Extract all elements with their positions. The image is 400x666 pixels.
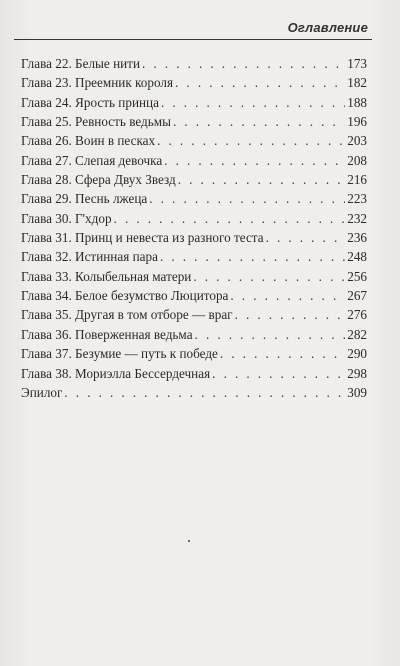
toc-entry: [21, 93, 367, 112]
toc-entry-page-number: 216: [347, 172, 367, 188]
toc-entry-page-number: 290: [347, 346, 367, 362]
toc-entry-page-number: 208: [347, 152, 367, 168]
table-of-contents: [21, 54, 367, 402]
toc-entry-title: Глава 37. Безумие — путь к победе: [21, 346, 218, 362]
toc-dot-leader: [193, 267, 345, 286]
toc-entry-title: Глава 30. Г'хдор: [21, 210, 112, 226]
toc-entry-page-number: 203: [347, 133, 367, 149]
toc-entry: [21, 54, 367, 73]
toc-dot-leader: [220, 344, 345, 363]
toc-entry-title: Глава 24. Ярость принца: [21, 94, 159, 110]
toc-entry-title: Глава 32. Истинная пара: [21, 249, 158, 265]
toc-entry: [21, 305, 367, 324]
toc-entry-page-number: 236: [347, 230, 367, 246]
toc-entry-title: Эпилог: [21, 384, 63, 400]
toc-entry: [21, 286, 367, 305]
toc-entry: [21, 344, 367, 363]
toc-dot-leader: [235, 305, 345, 324]
toc-dot-leader: [266, 228, 345, 247]
toc-entry: [21, 151, 367, 170]
toc-dot-leader: [149, 189, 345, 208]
toc-entry: [21, 112, 367, 131]
toc-dot-leader: [230, 286, 345, 305]
toc-entry: [21, 170, 367, 189]
toc-entry-title: Глава 34. Белое безумство Люцитора: [21, 288, 229, 304]
toc-entry: [21, 267, 367, 286]
toc-entry: [21, 209, 367, 228]
toc-entry-page-number: 282: [347, 326, 367, 342]
toc-dot-leader: [64, 383, 345, 402]
toc-entry-page-number: 267: [347, 288, 367, 304]
toc-entry-title: Глава 33. Колыбельная матери: [21, 268, 192, 284]
toc-dot-leader: [161, 93, 345, 112]
toc-dot-leader: [195, 325, 345, 344]
running-head-title: Оглавление: [287, 20, 368, 35]
toc-entry: [21, 189, 367, 208]
toc-entry-page-number: 182: [347, 75, 367, 91]
toc-entry-title: Глава 38. Мориэлла Бессердечная: [21, 365, 211, 381]
toc-dot-leader: [173, 112, 345, 131]
toc-entry-title: Глава 35. Другая в том отборе — враг: [21, 307, 233, 323]
toc-entry: [21, 383, 367, 402]
toc-entry-title: Глава 36. Поверженная ведьма: [21, 326, 193, 342]
toc-entry: [21, 364, 367, 383]
toc-entry-page-number: 188: [347, 94, 367, 110]
toc-dot-leader: [164, 151, 345, 170]
toc-entry-title: Глава 25. Ревность ведьмы: [21, 114, 171, 130]
toc-entry: [21, 131, 367, 150]
toc-entry-title: Глава 29. Песнь лжеца: [21, 191, 148, 207]
toc-entry-page-number: 276: [347, 307, 367, 323]
toc-entry-page-number: 298: [347, 365, 367, 381]
toc-dot-leader: [212, 364, 345, 383]
toc-dot-leader: [114, 209, 345, 228]
toc-entry: [21, 325, 367, 344]
paper-speck: [188, 540, 190, 542]
toc-entry-title: Глава 27. Слепая девочка: [21, 152, 163, 168]
toc-dot-leader: [175, 73, 345, 92]
toc-entry-title: Глава 22. Белые нити: [21, 56, 141, 71]
toc-entry-title: Глава 28. Сфера Двух Звезд: [21, 172, 176, 188]
toc-entry-title: Глава 31. Принц и невеста из разного теста: [21, 230, 264, 246]
toc-entry: [21, 247, 367, 266]
toc-entry-page-number: 256: [347, 268, 367, 284]
toc-dot-leader: [160, 247, 345, 266]
toc-entry-page-number: 309: [347, 384, 367, 400]
toc-entry-page-number: 232: [347, 210, 367, 226]
toc-dot-leader: [178, 170, 345, 189]
toc-dot-leader: [142, 54, 345, 73]
header-rule: [14, 39, 372, 40]
toc-entry-page-number: 248: [347, 249, 367, 265]
toc-entry-page-number: 223: [347, 191, 367, 207]
toc-entry-page-number: 196: [347, 114, 367, 130]
toc-dot-leader: [157, 131, 345, 150]
toc-entry: [21, 228, 367, 247]
toc-entry-page-number: 173: [347, 56, 367, 71]
toc-entry-title: Глава 23. Преемник короля: [21, 75, 174, 91]
toc-entry: [21, 73, 367, 92]
toc-entry-title: Глава 26. Воин в песках: [21, 133, 156, 149]
